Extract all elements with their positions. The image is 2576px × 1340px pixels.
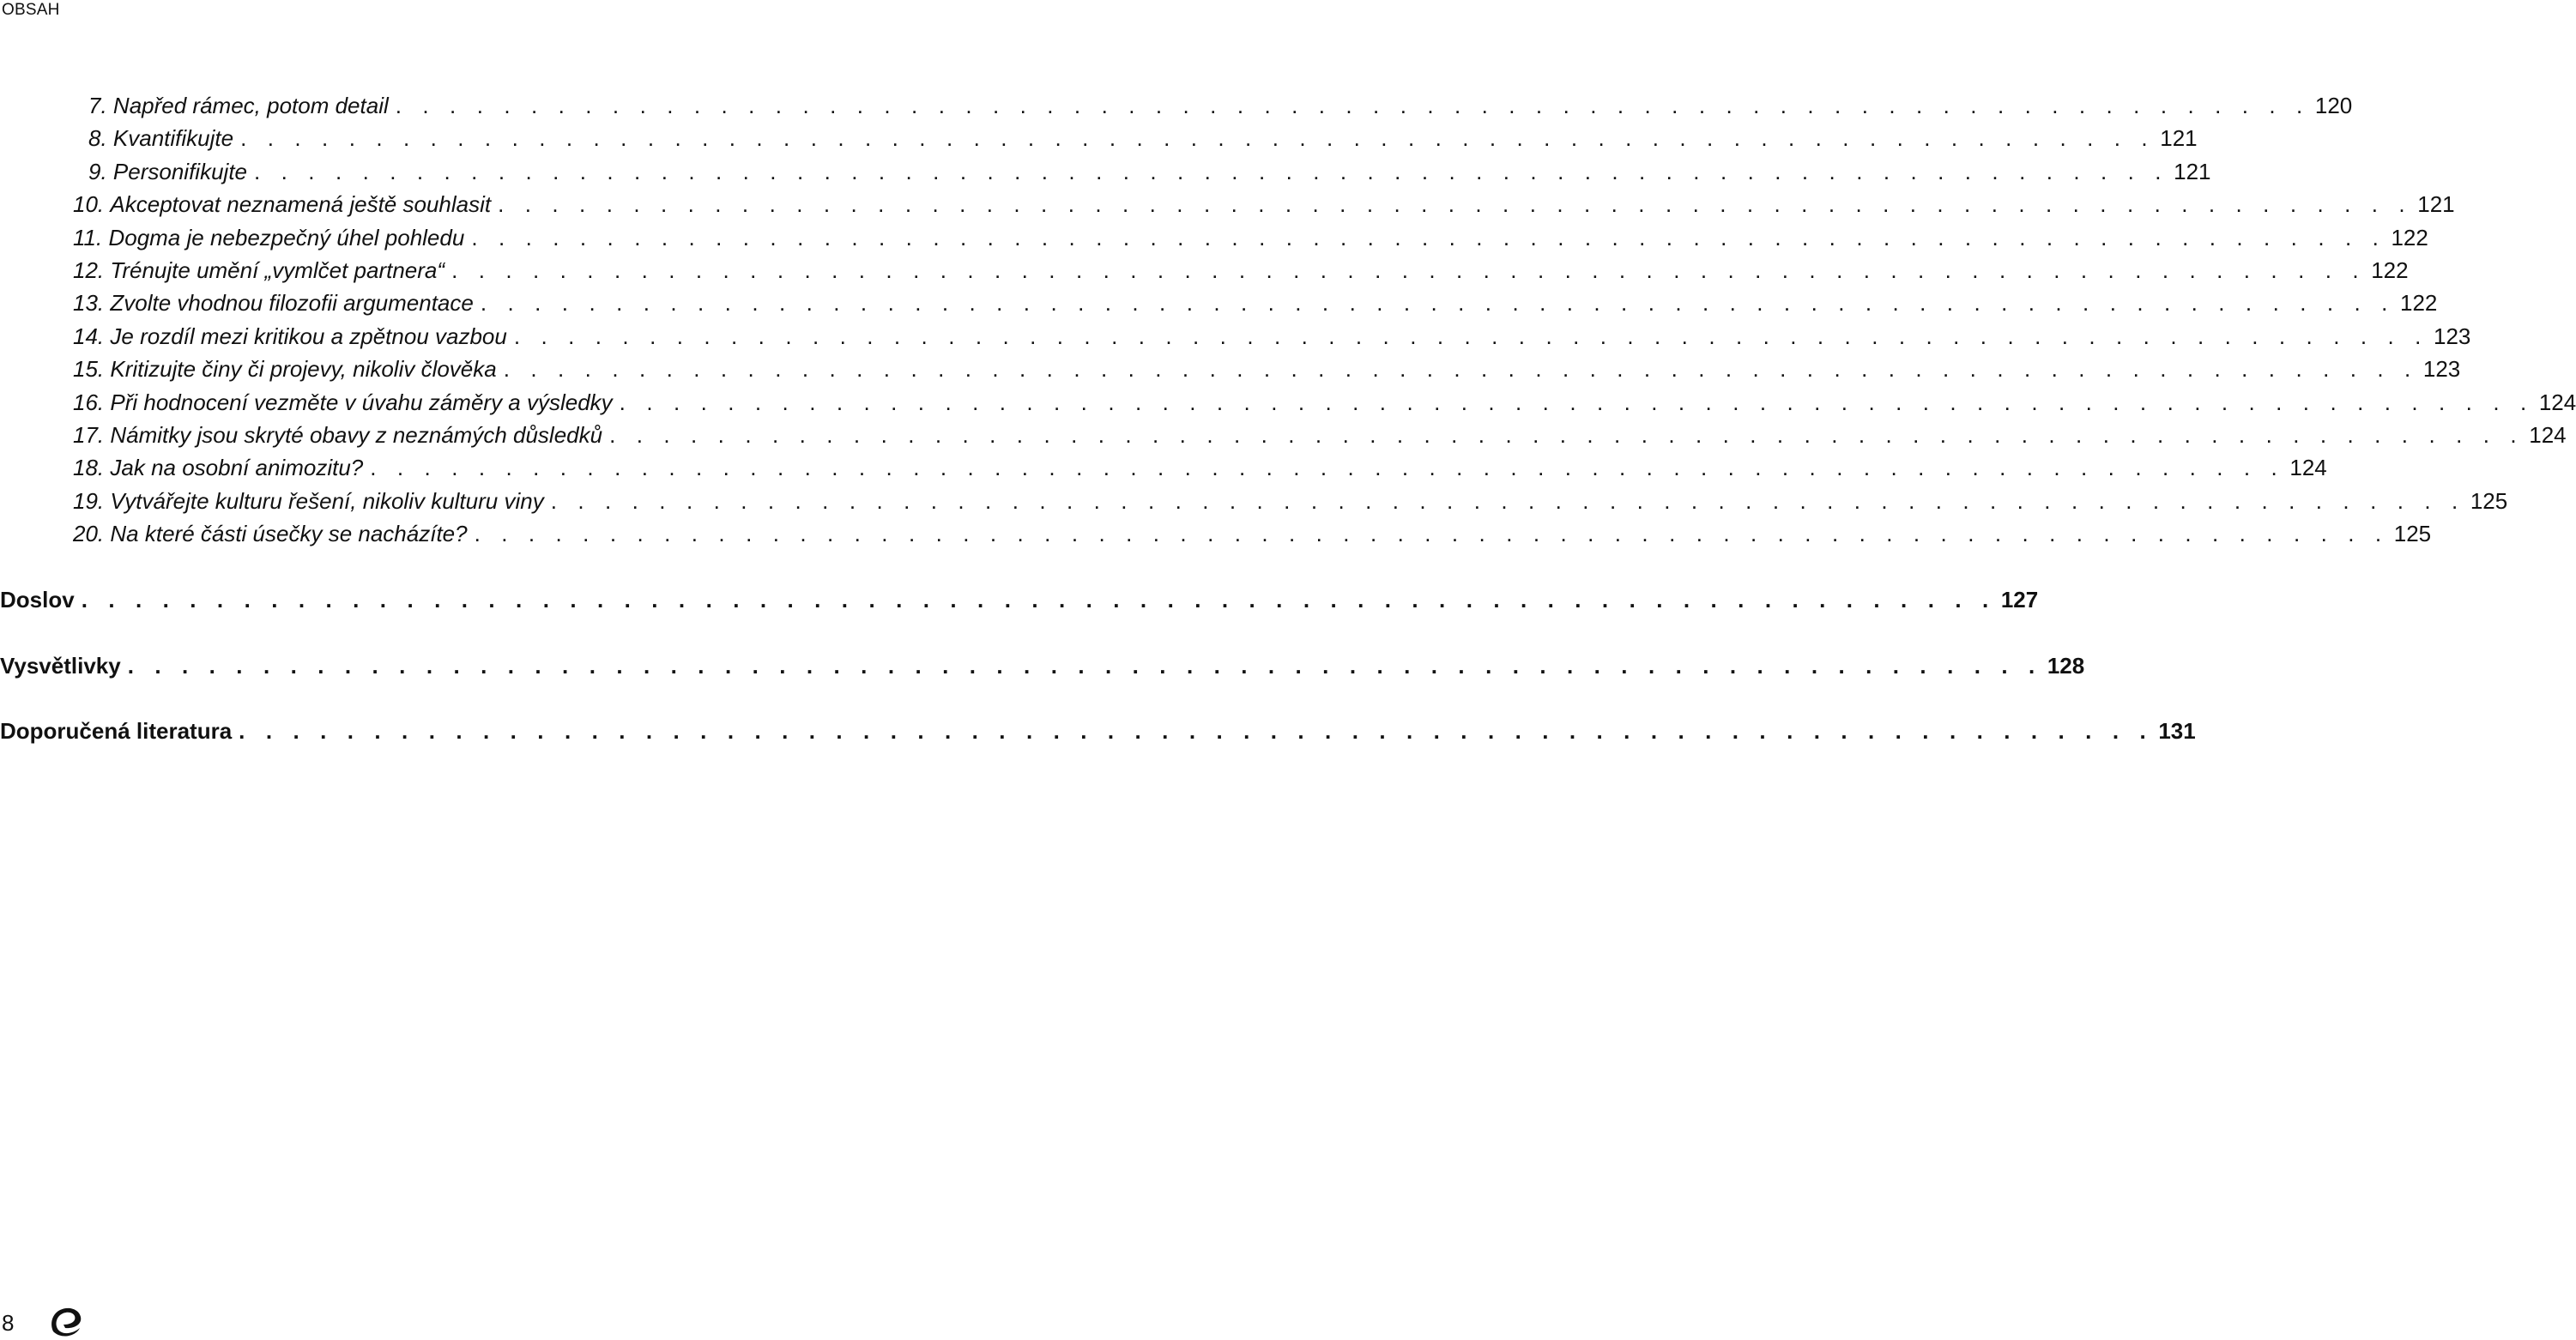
dot-leader: . . . . . . . . . . . . . . . . . . . . . . . . . . . . . . . . . . . . . . . . . . . . . . . . . . . . . . . . . . . . . . . . . . . . . . . xyxy=(474,521,2389,547)
entry-number: 9. xyxy=(88,158,107,184)
dot-leader: . . . . . . . . . . . . . . . . . . . . . . . . . . . . . . . . . . . . . . . . . . . . . . . . . . . . . . . . . . . . . . . . . . . . . . . xyxy=(471,224,2386,250)
dot-leader: . . . . . . . . . . . . . . . . . . . . . . . . . . . . . . . . . . . . . . . . . . . . . . . . . . . . . . . . . . . . . . . . . . . . . . . xyxy=(370,455,2285,481)
chapter-title: Vysvětlivky xyxy=(0,652,121,679)
dot-leader: . . . . . . . . . . . . . . . . . . . . . . . . . . . . . . . . . . . . . . . . . . . . . . . . . . . . . . . . . . . . . . . . . . . . . . . xyxy=(254,158,2169,184)
toc-entry[interactable] xyxy=(0,122,2198,154)
entry-page: 124 xyxy=(2289,455,2327,481)
toc-entry[interactable] xyxy=(0,254,2409,287)
toc-entry[interactable] xyxy=(0,451,2327,484)
dot-leader: . . . . . . . . . . . . . . . . . . . . . . . . . . . . . . . . . . . . . . . . . . . . . . . . . . . . . . . . . . . . . . . . . . . . . . . xyxy=(127,652,2042,679)
toc-entry[interactable] xyxy=(0,419,2567,451)
toc-chapter[interactable] xyxy=(0,649,2085,682)
entry-number: 14. xyxy=(73,323,105,349)
toc-entry[interactable] xyxy=(0,386,2576,419)
toc-entry[interactable] xyxy=(0,89,2353,122)
chapter-title: Doslov xyxy=(0,586,75,613)
toc-entry[interactable] xyxy=(0,517,2432,550)
toc-chapter[interactable] xyxy=(0,715,2196,747)
dot-leader: . . . . . . . . . . . . . . . . . . . . . . . . . . . . . . . . . . . . . . . . . . . . . . . . . . . . . . . . . . . . . . . . . . . . . . . xyxy=(239,718,2154,745)
entry-page: 125 xyxy=(2470,487,2508,514)
dot-leader: . . . . . . . . . . . . . . . . . . . . . . . . . . . . . . . . . . . . . . . . . . . . . . . . . . . . . . . . . . . . . . . . . . . . . . . xyxy=(513,323,2428,349)
dot-leader: . . . . . . . . . . . . . . . . . . . . . . . . . . . . . . . . . . . . . . . . . . . . . . . . . . . . . . . . . . . . . . . . . . . . . . . xyxy=(609,421,2525,448)
entry-page: 122 xyxy=(2371,257,2409,283)
entry-title: Na které části úsečky se nacházíte? xyxy=(110,521,468,547)
toc-entry[interactable] xyxy=(0,221,2428,254)
entry-page: 124 xyxy=(2538,389,2576,415)
toc-entry[interactable] xyxy=(0,485,2508,517)
dot-leader: . . . . . . . . . . . . . . . . . . . . . . . . . . . . . . . . . . . . . . . . . . . . . . . . . . . . . . . . . . . . . . . . . . . . . . . xyxy=(451,257,2367,283)
entry-title: Je rozdíl mezi kritikou a zpětnou vazbou xyxy=(110,323,507,349)
dot-leader: . . . . . . . . . . . . . . . . . . . . . . . . . . . . . . . . . . . . . . . . . . . . . . . . . . . . . . . . . . . . . . . . . . . . . . . xyxy=(81,586,1996,613)
entry-number: 15. xyxy=(73,356,105,383)
entry-number: 10. xyxy=(73,191,105,218)
entry-number: 16. xyxy=(73,389,105,415)
entry-page: 120 xyxy=(2314,93,2353,118)
toc-entry[interactable] xyxy=(0,155,2211,188)
entry-title: Jak na osobní animozitu? xyxy=(110,455,364,481)
entry-number: 13. xyxy=(73,290,105,317)
dot-leader: . . . . . . . . . . . . . . . . . . . . . . . . . . . . . . . . . . . . . . . . . . . . . . . . . . . . . . . . . . . . . . . . . . . . . . . xyxy=(395,93,2310,118)
entry-title: Kvantifikujte xyxy=(112,125,234,152)
entry-page: 121 xyxy=(2160,125,2198,152)
entry-page: 122 xyxy=(2400,290,2438,317)
entry-page: 125 xyxy=(2393,521,2432,547)
dot-leader: . . . . . . . . . . . . . . . . . . . . . . . . . . . . . . . . . . . . . . . . . . . . . . . . . . . . . . . . . . . . . . . . . . . . . . . xyxy=(550,487,2465,514)
entry-title: Napřed rámec, potom detail xyxy=(112,93,389,118)
entry-number: 12. xyxy=(73,257,105,283)
entry-title: Akceptovat neznamená ještě souhlasit xyxy=(110,191,492,218)
entry-title: Trénujte umění „vymlčet partnera“ xyxy=(110,257,445,283)
entry-title: Při hodnocení vezměte v úvahu záměry a výsledky xyxy=(110,389,613,415)
entry-number: 11. xyxy=(73,224,103,250)
dot-leader: . . . . . . . . . . . . . . . . . . . . . . . . . . . . . . . . . . . . . . . . . . . . . . . . . . . . . . . . . . . . . . . . . . . . . . . xyxy=(503,356,2418,383)
toc-chapter[interactable] xyxy=(0,583,2039,616)
toc-entry[interactable] xyxy=(0,320,2471,353)
running-head: OBSAH xyxy=(2,1,60,19)
entry-number: 20. xyxy=(73,521,105,547)
dot-leader: . . . . . . . . . . . . . . . . . . . . . . . . . . . . . . . . . . . . . . . . . . . . . . . . . . . . . . . . . . . . . . . . . . . . . . . xyxy=(480,290,2395,317)
entry-number: 18. xyxy=(73,455,105,481)
page-number: 8 xyxy=(2,1310,15,1336)
entry-page: 122 xyxy=(2391,224,2428,250)
entry-title: Vytvářejte kulturu řešení, nikoliv kulturu viny xyxy=(110,487,544,514)
entry-title: Námitky jsou skryté obavy z neznámých důsledků xyxy=(110,421,603,448)
dot-leader: . . . . . . . . . . . . . . . . . . . . . . . . . . . . . . . . . . . . . . . . . . . . . . . . . . . . . . . . . . . . . . . . . . . . . . . xyxy=(619,389,2534,415)
entry-page: 121 xyxy=(2174,158,2211,184)
entry-number: 7. xyxy=(88,93,107,118)
chapter-page: 128 xyxy=(2047,652,2085,679)
entry-title: Dogma je nebezpečný úhel pohledu xyxy=(108,224,465,250)
entry-page: 123 xyxy=(2422,356,2461,383)
entry-title: Zvolte vhodnou filozofii argumentace xyxy=(110,290,474,317)
entry-number: 19. xyxy=(73,487,105,514)
entry-title: Kritizujte činy či projevy, nikoliv člověka xyxy=(110,356,497,383)
entry-number: 8. xyxy=(88,125,107,152)
chapter-page: 127 xyxy=(2000,586,2039,613)
publisher-logo-icon xyxy=(48,1306,84,1340)
entry-page: 124 xyxy=(2529,421,2567,448)
entry-title: Personifikujte xyxy=(112,158,247,184)
entry-page: 121 xyxy=(2417,191,2455,218)
dot-leader: . . . . . . . . . . . . . . . . . . . . . . . . . . . . . . . . . . . . . . . . . . . . . . . . . . . . . . . . . . . . . . . . . . . . . . . xyxy=(240,125,2156,152)
toc-entry[interactable] xyxy=(0,353,2461,385)
dot-leader: . . . . . . . . . . . . . . . . . . . . . . . . . . . . . . . . . . . . . . . . . . . . . . . . . . . . . . . . . . . . . . . . . . . . . . . xyxy=(498,191,2413,218)
toc-entry[interactable] xyxy=(0,287,2438,319)
chapter-title: Doporučená literatura xyxy=(0,718,233,745)
chapter-page: 131 xyxy=(2158,718,2196,745)
entry-number: 17. xyxy=(73,421,105,448)
entry-page: 123 xyxy=(2433,323,2471,349)
table-of-contents xyxy=(0,89,2576,748)
toc-entry[interactable] xyxy=(0,188,2455,220)
